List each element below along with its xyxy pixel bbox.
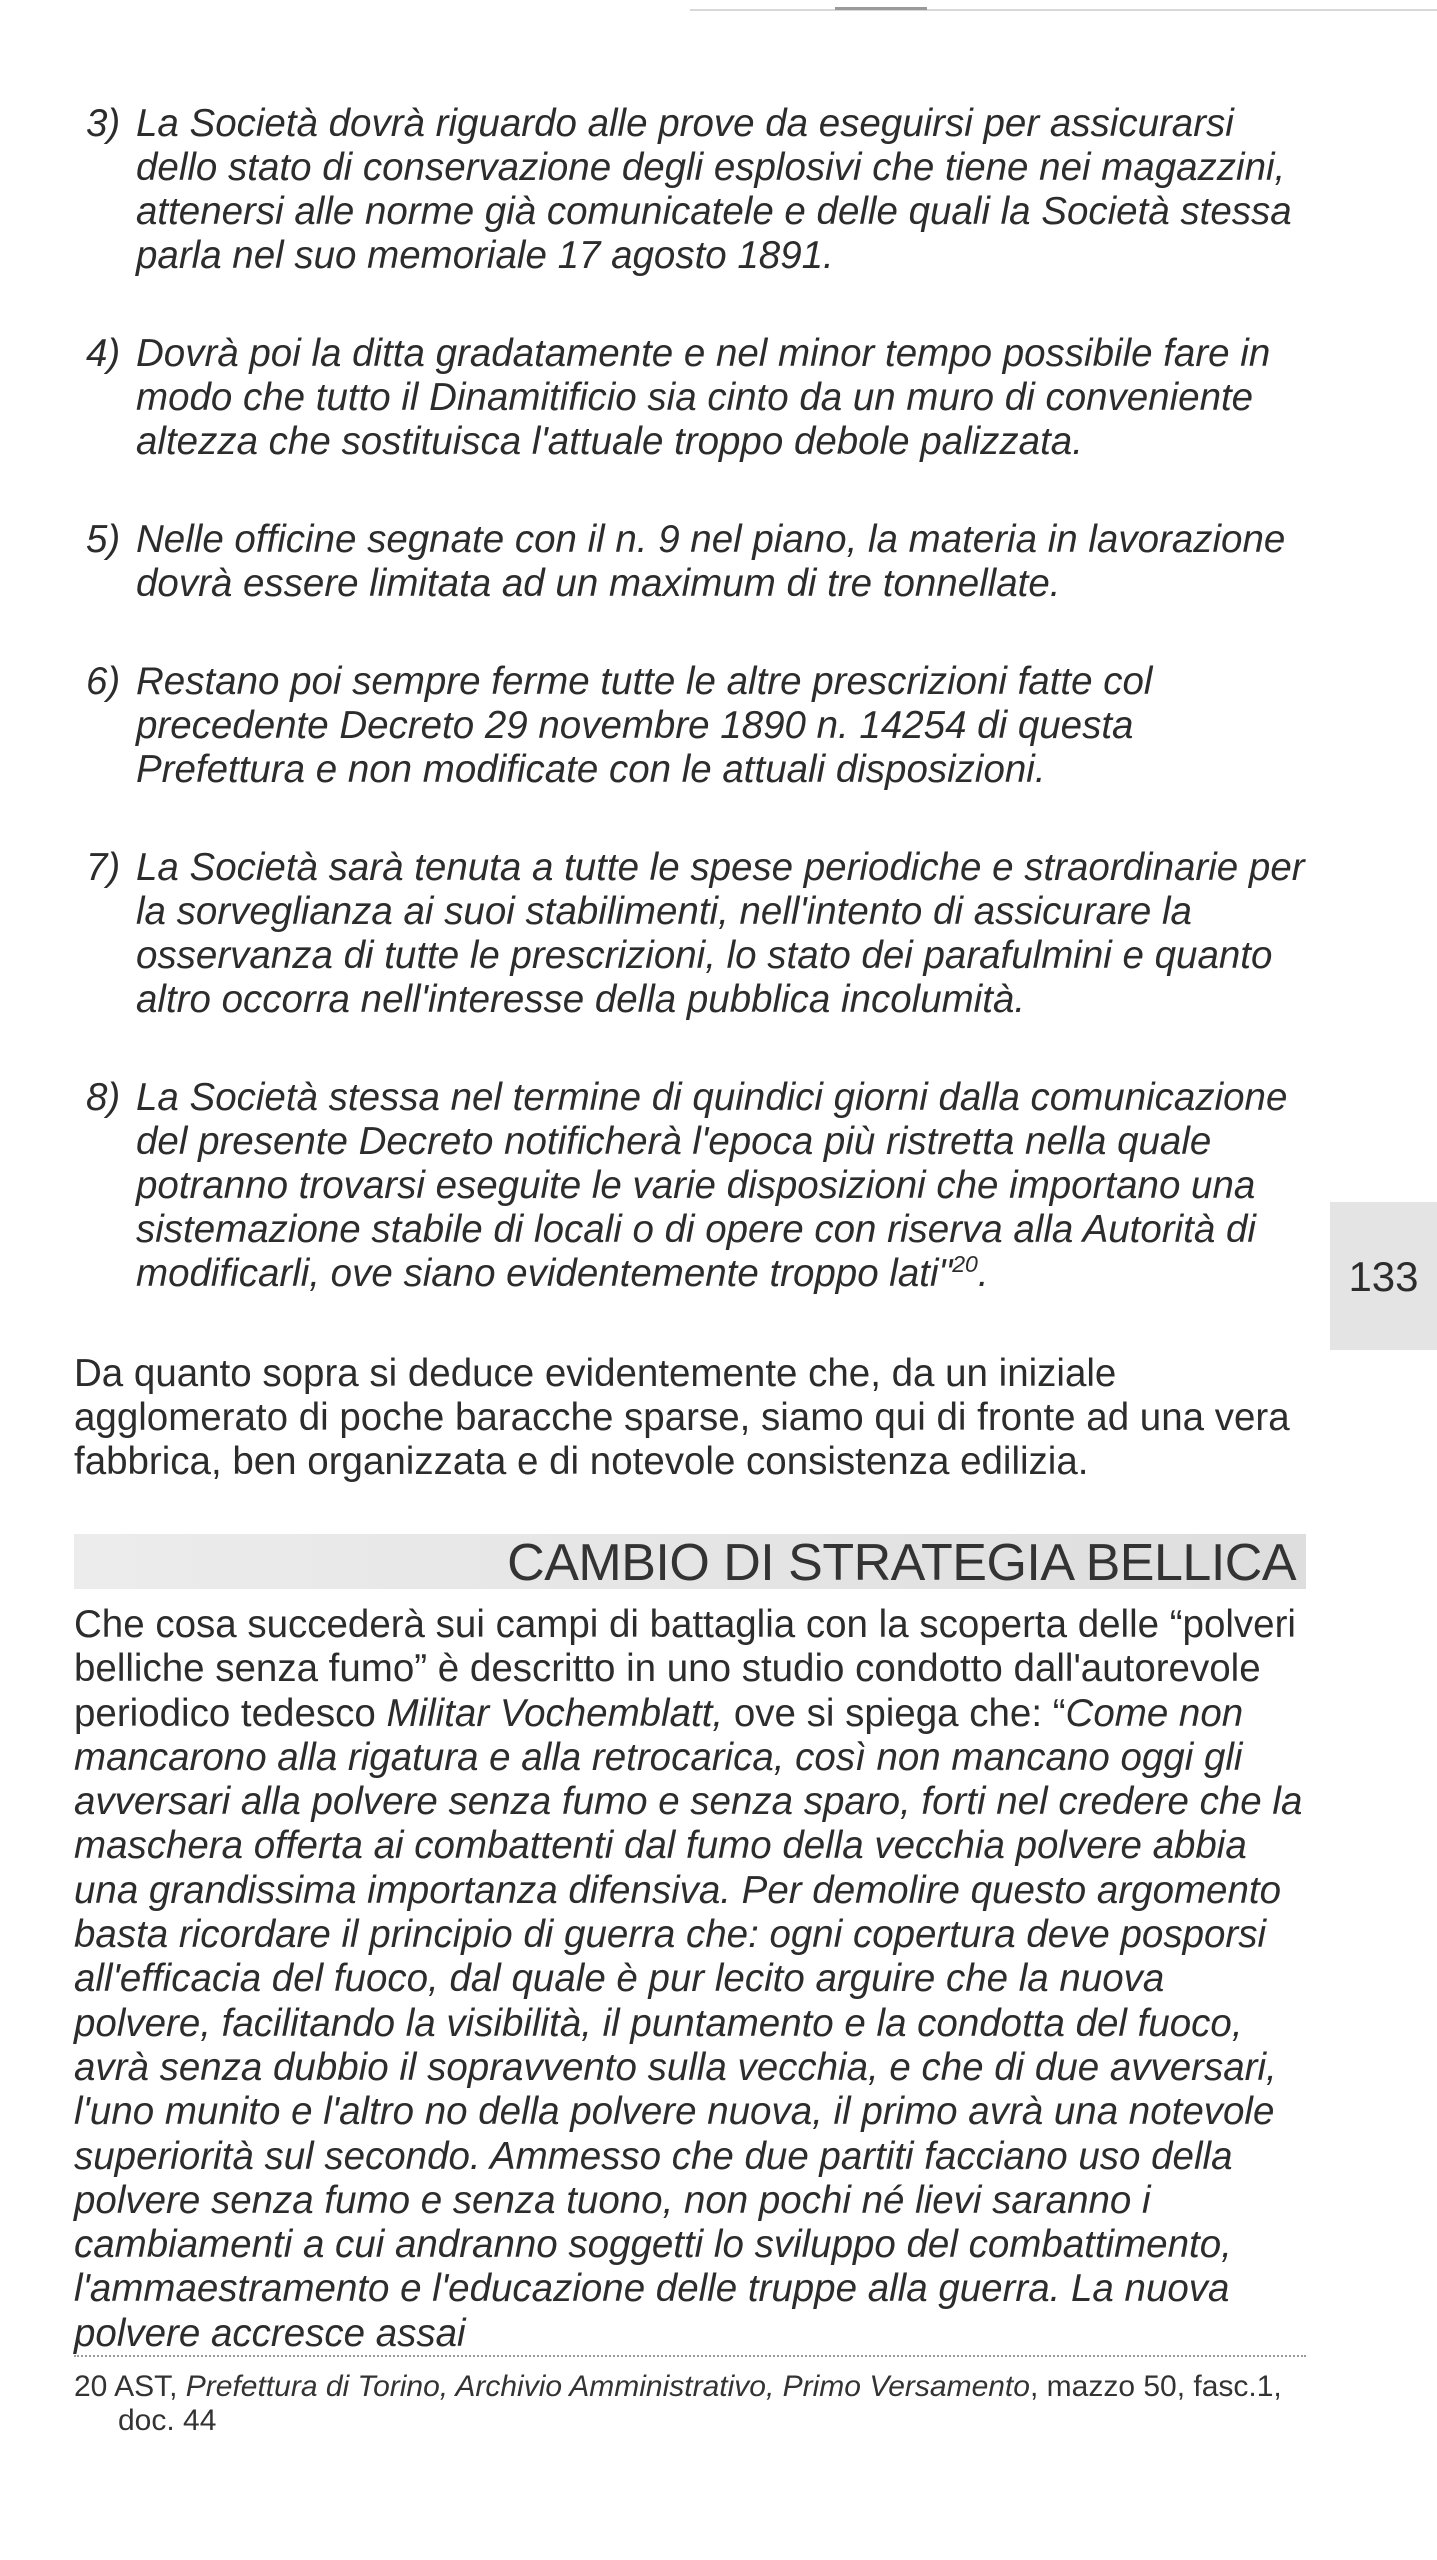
- item-number: 7): [86, 846, 121, 889]
- page-content: [74, 102, 1306, 2356]
- intro-text: Che cosa succederà sui campi di battaglia con la scoperta delle “polveri belliche senza fumo” è descritto in uno studio condotto dall'autorevole periodico tedesco: [74, 1603, 1296, 1735]
- footnote: [74, 2370, 1306, 2438]
- page-number-tab: [1330, 1202, 1437, 1350]
- item-number: 6): [86, 660, 121, 703]
- item-text: La Società sarà tenuta a tutte le spese periodiche e straordinarie per la sorveglianza ai suoi stabilimenti, nell'intento di assicurare la osservanza di tutte le prescrizioni, lo stato dei parafulmini e quanto altro occorra nell'interesse della pubblica incolumità.: [136, 846, 1305, 1021]
- list-item: [74, 332, 1306, 464]
- list-item: [74, 660, 1306, 792]
- item-text: La Società stessa nel termine di quindici giorni dalla comunicazione del presente Decreto notificherà l'epoca più ristretta nella quale potranno trovarsi eseguite le varie disposizioni che importano una sistemazione stabile di locali o di opere con riserva alla Autorità di modificarli, ove siano evidentemente troppo lati": [136, 1076, 1288, 1295]
- footnote-continuation: doc. 44: [118, 2404, 217, 2437]
- footnote-divider: [74, 2355, 1306, 2357]
- quotation: Come non mancarono alla rigatura e alla retrocarica, così non mancano oggi gli avversari alla polvere senza fumo e senza sparo, forti nel credere che la maschera offerta ai combattenti dal fumo della vecchia polvere abbia una grandissima importanza difensiva. Per demolire questo argomento basta ricordare il principio di guerra che: ogni copertura deve posporsi all'efficacia del fuoco, dal quale è pur lecito arguire che la nuova polvere, facilitando la visibilità, il puntamento e la condotta del fuoco, avrà senza dubbio il sopravvento sulla vecchia, e che di due avversari, l'uno munito e l'altro no della polvere nuova, il primo avrà una notevole superiorità sul secondo. Ammesso che due partiti facciano uso della polvere senza fumo e senza tuono, non pochi né lievi saranno i cambiamenti a cui andranno soggetti lo sviluppo del combattimento, l'ammaestramento e l'educazione delle truppe alla guerra. La nuova polvere accresce assai: [74, 1691, 1303, 2355]
- list-item: [74, 846, 1306, 1022]
- item-text: Nelle officine segnate con il n. 9 nel piano, la materia in lavorazione dovrà essere limitata ad un maximum di tre tonnellate.: [136, 518, 1286, 605]
- footnote-source: AST,: [114, 2370, 186, 2403]
- summary-paragraph: Da quanto sopra si deduce evidentemente che, da un iniziale agglomerato di poche baracche sparse, siamo qui di fronte ad una vera fabbrica, ben organizzata e di notevole consistenza edilizia.: [74, 1352, 1290, 1483]
- list-item: [74, 1076, 1306, 1296]
- item-number: 3): [86, 102, 121, 145]
- item-text-end: .: [977, 1252, 989, 1295]
- page-number: 133: [1348, 1253, 1419, 1300]
- footnote-ref[interactable]: 20: [952, 1251, 978, 1278]
- item-number: 4): [86, 332, 121, 375]
- footnote-archive: Prefettura di Torino, Archivio Amministrativo, Primo Versamento: [185, 2370, 1030, 2403]
- footnote-number: 20: [74, 2370, 108, 2403]
- top-rule: [690, 9, 1437, 11]
- item-number: 5): [86, 518, 121, 561]
- item-number: 8): [86, 1076, 121, 1119]
- list-item: [74, 518, 1306, 606]
- list-item: [74, 102, 1306, 278]
- item-text: Restano poi sempre ferme tutte le altre prescrizioni fatte col precedente Decreto 29 novembre 1890 n. 14254 di questa Prefettura e non modificate con le attuali disposizioni.: [136, 660, 1153, 791]
- top-rule-accent: [835, 7, 927, 10]
- intro-text-2: ove si spiega che: “: [723, 1691, 1066, 1735]
- periodical-name: Militar Vochemblatt,: [386, 1691, 724, 1735]
- section-heading-bar: [74, 1534, 1306, 1592]
- body-paragraph: [74, 1603, 1306, 2356]
- section-heading: CAMBIO DI STRATEGIA BELLICA: [507, 1534, 1296, 1592]
- item-text: La Società dovrà riguardo alle prove da eseguirsi per assicurarsi dello stato di conservazione degli esplosivi che tiene nei magazzini, attenersi alle norme già comunicatele e delle quali la Società stessa parla nel suo memoriale 17 agosto 1891.: [136, 102, 1292, 277]
- item-text: Dovrà poi la ditta gradatamente e nel minor tempo possibile fare in modo che tutto il Dinamitificio sia cinto da un muro di conveniente altezza che sostituisca l'attuale troppo debole palizzata.: [136, 332, 1271, 463]
- footnote-rest: , mazzo 50, fasc.1,: [1029, 2370, 1282, 2403]
